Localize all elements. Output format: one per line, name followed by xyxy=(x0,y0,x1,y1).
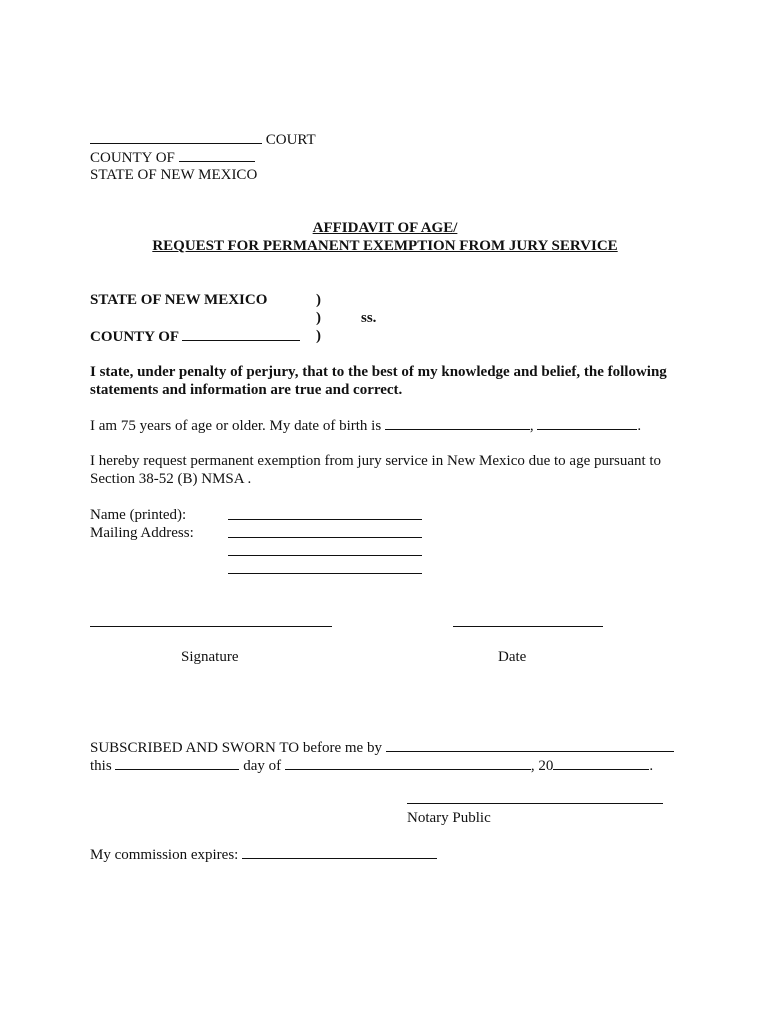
exemption-request: I hereby request permanent exemption from jury service in New Mexico due to age pursuant to Section 38-52 (B) NMSA . xyxy=(90,453,662,487)
venue-paren-1: ) xyxy=(316,292,321,308)
day-blank[interactable] xyxy=(115,756,239,770)
this-day-line xyxy=(90,756,653,775)
title-line-2: REQUEST FOR PERMANENT EXEMPTION FROM JURY SERVICE xyxy=(152,238,618,254)
venue-county-blank[interactable] xyxy=(182,327,300,341)
venue-state: STATE OF NEW MEXICO xyxy=(90,292,268,308)
commission-blank[interactable] xyxy=(242,845,437,859)
caption-county-line xyxy=(90,148,255,167)
age-statement: I am 75 years of age or older. My date of birth is xyxy=(90,418,382,434)
venue-paren-2: ) xyxy=(316,310,321,326)
sworn-by-blank[interactable] xyxy=(386,738,674,752)
this-text: this xyxy=(90,758,112,774)
caption-state: STATE OF NEW MEXICO xyxy=(90,167,258,183)
date-field[interactable] xyxy=(453,626,603,627)
signature-label: Signature xyxy=(181,649,239,665)
penalty-statement: I state, under penalty of perjury, that to the best of my knowledge and belief, the following statements and information are true and correct. xyxy=(90,364,667,398)
period: . xyxy=(637,418,642,434)
subscribed-line xyxy=(90,738,674,757)
age-statement-line xyxy=(90,416,641,435)
venue-county-label: COUNTY OF xyxy=(90,329,179,345)
year-blank[interactable] xyxy=(553,756,649,770)
subscribed-text: SUBSCRIBED AND SWORN TO before me by xyxy=(90,740,382,756)
year-prefix: , 20 xyxy=(530,758,554,774)
court-label: COURT xyxy=(265,132,316,148)
notary-signature-field[interactable] xyxy=(407,803,663,804)
birth-month-day-blank[interactable] xyxy=(385,416,530,430)
date-label: Date xyxy=(498,649,527,665)
caption-county-label: COUNTY OF xyxy=(90,150,175,166)
notary-period: . xyxy=(649,758,654,774)
venue-ss: ss. xyxy=(361,310,377,326)
commission-line xyxy=(90,845,437,864)
address-label: Mailing Address: xyxy=(90,525,194,541)
title-line-1: AFFIDAVIT OF AGE/ xyxy=(312,220,458,236)
venue-paren-3: ) xyxy=(316,328,321,344)
name-label: Name (printed): xyxy=(90,507,187,523)
commission-text: My commission expires: xyxy=(90,847,239,863)
day-of-text: day of xyxy=(243,758,282,774)
address-field-3[interactable] xyxy=(228,573,422,574)
notary-label: Notary Public xyxy=(407,810,491,826)
month-blank[interactable] xyxy=(285,756,531,770)
address-field-1[interactable] xyxy=(228,537,422,538)
name-field[interactable] xyxy=(228,519,422,520)
address-field-2[interactable] xyxy=(228,555,422,556)
caption-county-blank[interactable] xyxy=(179,148,255,162)
birth-year-blank[interactable] xyxy=(537,416,637,430)
court-name-blank[interactable] xyxy=(90,130,262,144)
signature-field[interactable] xyxy=(90,626,332,627)
venue-county-line xyxy=(90,327,300,346)
court-line xyxy=(90,130,316,149)
comma: , xyxy=(529,418,534,434)
